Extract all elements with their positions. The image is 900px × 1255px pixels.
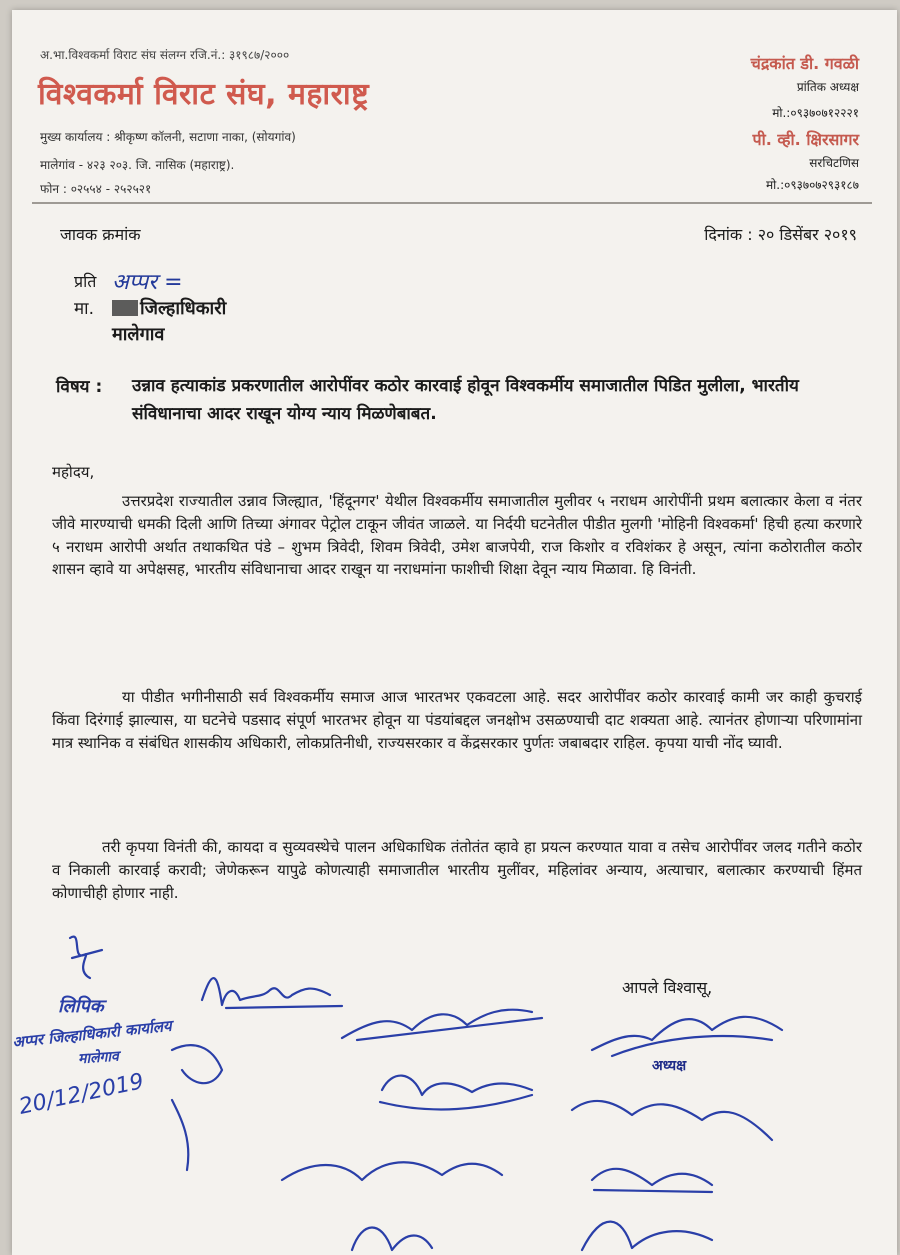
address-line-1: मुख्य कार्यालय : श्रीकृष्ण कॉलनी, सटाणा नाका, (सोयगांव) [40,130,296,144]
body-paragraph-2: या पीडीत भगीनीसाठी सर्व विश्वकर्मीय समाज आज भारतभर एकवटला आहे. सदर आरोपींवर कठोर कारवाई कामी जर काही कुचराई किंवा दिरंगाई झाल्यास, या घटनेचे पडसाद संपूर्ण भारतभर होवून या पंडयांबद्दल जनक्षोभ उसळण्याची दाट शक्यता आहे. त्यानंतर होणाऱ्या परिणामांना मात्र स्थानिक व संबंधित शासकीय अधिकारी, लोकप्रतिनीधी, राज्यसरकार व केंद्रसरकार पुर्णतः जबाबदार राहिल. कृपया याची नोंद घ्यावी. [52,688,862,752]
registration-number: अ.भा.विश्वकर्मा विराट संघ संलग्न रजि.नं.: ३१९८७/२००० [40,48,290,62]
clerk-stamp-label: लिपिक [58,996,104,1017]
signature-6 [282,1162,502,1180]
body-paragraph-1: उत्तरप्रदेश राज्यातील उन्नाव जिल्ह्यात, 'हिंदूनगर' येथील विश्वकर्मीय समाजातील मुलीवर ५ नराधम आरोपींनी प्रथम बलात्कार केला व नंतर जीवे मारण्याची धमकी दिली आणि तिच्या अंगावर पेट्रोल टाकून जीवंत जाळले. या निर्दयी घटनेतील पीडीत मुलगी 'मोहिनी विश्वकर्मा' हिची हत्या करणारे ५ नराधम आरोपी अर्थात तथाकथित पंडे – शुभम त्रिवेदी, शिवम त्रिवेदी, उमेश बाजपेयी, राज किशोर व रविशंकर हे असून, त्यांना कठोरातील कठोर शासन व्हावे या अपेक्षसह, भारतीय संविधानाचा आदर राखून या नराधमांना फाशीची शिक्षा देवून न्याय मिळावा. हि विनंती. [52,492,862,579]
secretary-name: पी. व्ही. क्षिरसागर [752,130,859,149]
handwritten-received-date: 20/12/2019 [16,1069,147,1120]
signature-2 [342,1010,542,1040]
signature-3 [380,1076,532,1110]
signature-5 [172,1045,222,1170]
recipient-honorific: मा. [74,299,94,319]
salutation: महोदय, [52,463,95,481]
address-line-2: मालेगांव - ४२३ २०३. जि. नासिक (महाराष्ट्र). [40,158,235,172]
clerk-initial-signature [70,937,102,978]
signature-8 [352,1228,432,1251]
closing-text: आपले विश्वासू, [622,978,713,997]
signature-9 [582,1222,712,1250]
secretary-mobile: मो.:०९३७०७२९३१८७ [765,178,859,192]
inward-number-label: जावक क्रमांक [60,225,141,244]
signature-1 [202,978,342,1008]
president-role: प्रांतिक अध्यक्ष [796,80,859,94]
organization-name: विश्वकर्मा विराट संघ, महाराष्ट्र [38,77,370,112]
recipient-title: जिल्हाधिकारी [140,298,227,319]
body-paragraph-3: तरी कृपया विनंती की, कायदा व सुव्यवस्थेचे पालन अधिकाधिक तंतोतंत व्हावे हा प्रयत्न करण्यात यावा व तसेच आरोपींवर जलद गतीने कठोर व निकाली कारवाई करावी; जेणेकरून यापुढे कोणत्याही समाजातील भारतीय मुलींवर, महिलांवर अन्याय, अत्याचार, बलात्कार करण्याची हिंमत कोणाचीही होणार नाही. [52,838,862,902]
signature-7 [592,1169,712,1192]
president-signature-label: अध्यक्ष [652,1058,687,1074]
subject-text: उन्नाव हत्याकांड प्रकरणातील आरोपींवर कठोर कारवाई होवून विश्वकर्मीय समाजातील पिडित मुलीला, भारतीय संविधानाचा आदर राखून योग्य न्याय मिळणेबाबत. [132,376,799,424]
phone-number: फोन : ०२५५४ - २५२५२१ [40,182,152,196]
recipient-city: मालेगाव [112,324,165,345]
office-stamp-line-1: अप्पर जिल्हाधिकारी कार्यालय [11,1016,173,1052]
signature-president [592,1017,782,1056]
president-name: चंद्रकांत डी. गवळी [750,54,859,73]
recipient-prefix: प्रति [74,272,97,291]
office-stamp-line-2: मालेगाव [77,1048,120,1068]
letter-date: दिनांक : २० डिसेंबर २०१९ [704,225,857,244]
letter-page [12,10,897,1255]
signatures-layer [12,10,897,1255]
secretary-role: सरचिटणिस [809,156,859,170]
signature-4 [572,1101,772,1140]
handwritten-insert: अप्पर = [112,270,183,295]
subject-label: विषय : [56,377,103,397]
president-mobile: मो.:०९३७०७१२२२१ [772,106,859,120]
